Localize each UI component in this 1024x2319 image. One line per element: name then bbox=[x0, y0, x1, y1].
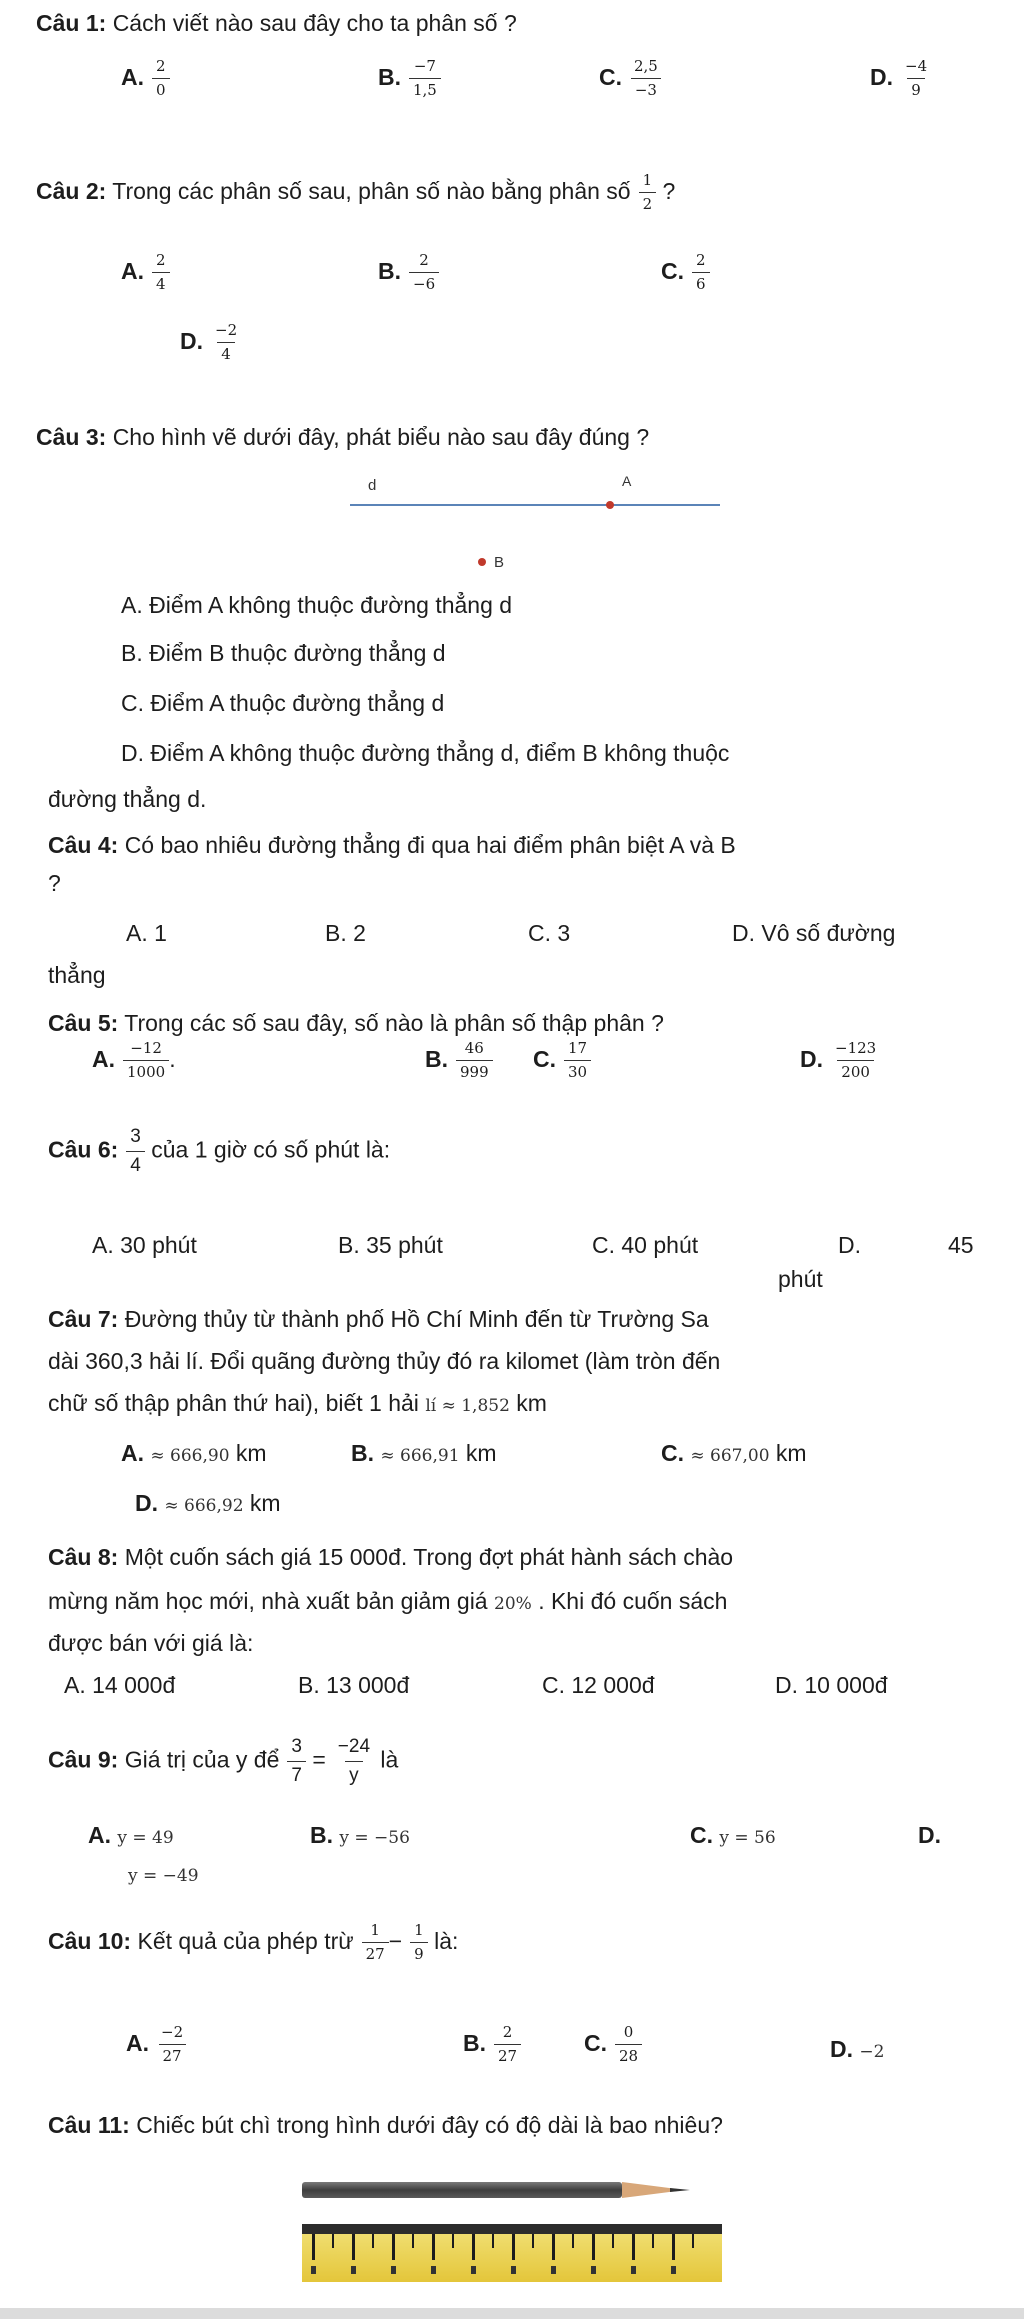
point-b bbox=[478, 558, 486, 566]
q7-option-b[interactable]: B. ≈ 666,91 km bbox=[351, 1440, 497, 1466]
q5-option-a[interactable]: A. $\frac{-12}{1000}$ . bbox=[92, 1039, 176, 1082]
q10-option-c[interactable]: C. $\frac{0}{28}$ bbox=[584, 2024, 642, 2066]
q3-option-a[interactable]: A. Điểm A không thuộc đường thẳng d bbox=[121, 592, 513, 618]
q10-option-d[interactable]: D. −2 bbox=[830, 2036, 885, 2062]
q8-option-b[interactable]: B. 13 000đ bbox=[298, 1672, 410, 1698]
q4-option-b[interactable]: B. 2 bbox=[325, 920, 366, 946]
q8-prompt-line-3: được bán với giá là: bbox=[48, 1630, 254, 1656]
q7-prompt-line-2: dài 360,3 hải lí. Đổi quãng đường thủy đó ra kilomet (làm tròn đến bbox=[48, 1348, 721, 1374]
q9-option-d-value: y = −49 bbox=[128, 1866, 199, 1886]
q5-option-d[interactable]: D. $\frac{-123}{200}$ bbox=[800, 1039, 877, 1082]
q8-prompt-line-2: mừng năm học mới, nhà xuất bản giảm giá 20% . Khi đó cuốn sách bbox=[48, 1588, 728, 1614]
q3-option-d[interactable]: D. Điểm A không thuộc đường thẳng d, điểm B không thuộc bbox=[121, 740, 730, 766]
point-b-label: B bbox=[494, 554, 505, 571]
q8-option-a[interactable]: A. 14 000đ bbox=[64, 1672, 176, 1698]
q7-prompt-line-1: Câu 7: Đường thủy từ thành phố Hồ Chí Minh đến từ Trường Sa bbox=[48, 1306, 709, 1332]
q3-option-c[interactable]: C. Điểm A thuộc đường thẳng d bbox=[121, 690, 445, 716]
q5-prompt: Câu 5: Trong các số sau đây, số nào là phân số thập phân ? bbox=[48, 1010, 664, 1036]
q7-prompt-line-3: chữ số thập phân thứ hai), biết 1 hải lí ≈ 1,852 km bbox=[48, 1390, 547, 1416]
pencil-icon bbox=[302, 2182, 690, 2198]
q2-prompt: Câu 2: Trong các phân số sau, phân số nào bằng phân số $\frac{1}{2}$ ? bbox=[36, 171, 676, 214]
q8-option-d[interactable]: D. 10 000đ bbox=[775, 1672, 888, 1698]
q4-option-d[interactable]: D. Vô số đường bbox=[732, 920, 896, 946]
q4-option-a[interactable]: A. 1 bbox=[126, 920, 167, 946]
q7-option-c[interactable]: C. ≈ 667,00 km bbox=[661, 1440, 807, 1466]
q3-option-d-cont: đường thẳng d. bbox=[48, 786, 207, 812]
pencil-ruler-figure bbox=[290, 2162, 750, 2302]
point-a-label: A bbox=[622, 473, 632, 489]
bottom-divider bbox=[0, 2308, 1024, 2319]
q1-option-b[interactable]: B. $\frac{-7}{1,5}$ bbox=[378, 58, 441, 100]
q1-prompt: Câu 1: Cách viết nào sau đây cho ta phân số ? bbox=[36, 10, 517, 36]
q10-option-a[interactable]: A. $\frac{-2}{27}$ bbox=[126, 2024, 187, 2066]
q2-option-b[interactable]: B. $\frac{2}{-6}$ bbox=[378, 252, 439, 294]
q6-option-b[interactable]: B. 35 phút bbox=[338, 1232, 443, 1258]
q2-option-a[interactable]: A. $\frac{2}{4}$ bbox=[121, 252, 170, 294]
point-a bbox=[606, 501, 614, 509]
q2-option-c[interactable]: C. $\frac{2}{6}$ bbox=[661, 252, 710, 294]
q6-prompt: Câu 6: $\frac{3}{4}$ của 1 giờ có số phút là: bbox=[48, 1126, 391, 1176]
q11-prompt: Câu 11: Chiếc bút chì trong hình dưới đây có độ dài là bao nhiêu? bbox=[48, 2112, 723, 2138]
q1-option-c[interactable]: C. $\frac{2,5}{-3}$ bbox=[599, 58, 662, 100]
q6-option-d[interactable]: D. bbox=[838, 1232, 861, 1258]
q4-option-d-cont: thẳng bbox=[48, 962, 106, 988]
q7-option-d[interactable]: D. ≈ 666,92 km bbox=[135, 1490, 281, 1516]
line-d-label: d bbox=[368, 477, 377, 494]
q10-option-b[interactable]: B. $\frac{2}{27}$ bbox=[463, 2024, 521, 2066]
q10-prompt: Câu 10: Kết quả của phép trừ $\frac{1}{27}$ − $\frac{1}{9}$ là: bbox=[48, 1921, 459, 1964]
q8-prompt-line-1: Câu 8: Một cuốn sách giá 15 000đ. Trong đợt phát hành sách chào bbox=[48, 1544, 734, 1570]
q6-option-c[interactable]: C. 40 phút bbox=[592, 1232, 699, 1258]
q1-option-d[interactable]: D. $\frac{-4}{9}$ bbox=[870, 57, 928, 100]
q1-option-a[interactable]: A. $\frac{2}{0}$ bbox=[121, 58, 170, 100]
q5-option-c[interactable]: C. $\frac{17}{30}$ bbox=[533, 1040, 591, 1082]
q6-option-a[interactable]: A. 30 phút bbox=[92, 1232, 197, 1258]
q4-prompt-cont: ? bbox=[48, 870, 61, 896]
q6-option-d-value: 45 bbox=[948, 1232, 974, 1258]
q9-option-c[interactable]: C. y = 56 bbox=[690, 1822, 776, 1848]
q3-prompt: Câu 3: Cho hình vẽ dưới đây, phát biểu nào sau đây đúng ? bbox=[36, 424, 650, 450]
q9-option-b[interactable]: B. y = −56 bbox=[310, 1822, 410, 1848]
q4-prompt: Câu 4: Có bao nhiêu đường thẳng đi qua hai điểm phân biệt A và B bbox=[48, 832, 736, 858]
ruler-icon bbox=[302, 2224, 722, 2282]
q2-option-d[interactable]: D. $\frac{-2}{4}$ bbox=[180, 321, 238, 364]
q4-option-c[interactable]: C. 3 bbox=[528, 920, 571, 946]
q6-option-d-cont: phút bbox=[778, 1266, 823, 1292]
q9-prompt: Câu 9: Giá trị của y để $\frac{3}{7}$ = $\frac{-24}{y}$ là bbox=[48, 1736, 399, 1786]
q3-option-b[interactable]: B. Điểm B thuộc đường thẳng d bbox=[121, 640, 446, 666]
q5-option-b[interactable]: B. $\frac{46}{999}$ bbox=[425, 1040, 493, 1082]
q7-option-a[interactable]: A. ≈ 666,90 km bbox=[121, 1440, 267, 1466]
q9-option-a[interactable]: A. y = 49 bbox=[88, 1822, 174, 1848]
q9-option-d[interactable]: D. bbox=[918, 1822, 941, 1848]
q3-figure bbox=[330, 460, 730, 580]
q8-option-c[interactable]: C. 12 000đ bbox=[542, 1672, 655, 1698]
